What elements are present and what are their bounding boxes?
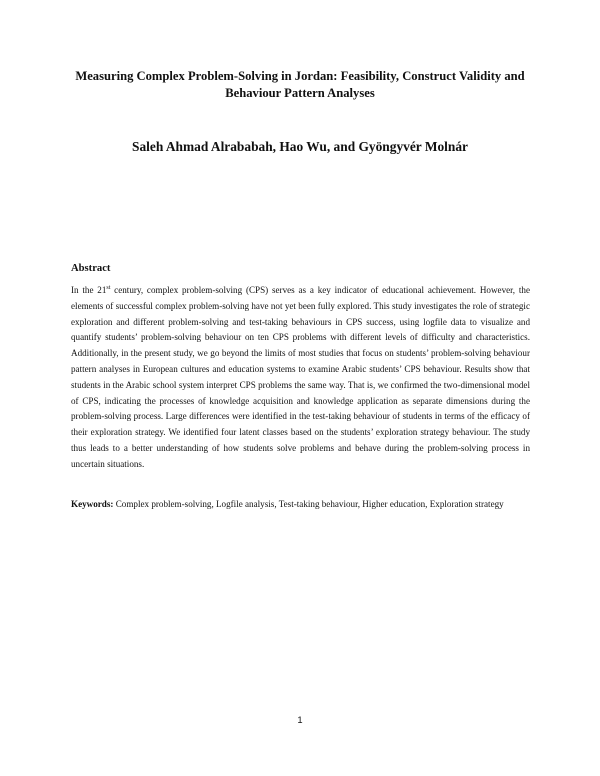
- page-number: 1: [297, 714, 303, 725]
- abstract-body: [71, 283, 530, 473]
- keywords: [71, 494, 530, 515]
- paper-authors: Saleh Ahmad Alrababah, Hao Wu, and Gyöngyvér Molnár: [132, 139, 468, 154]
- keywords-label: Keywords:: [71, 499, 114, 509]
- paper-title: Measuring Complex Problem-Solving in Jordan: Feasibility, Construct Validity and Behaviour Pattern Analyses: [75, 69, 525, 100]
- ordinal-superscript: st: [106, 284, 111, 291]
- abstract-intro: In the 21: [71, 285, 107, 295]
- abstract-heading: Abstract: [71, 263, 111, 274]
- keywords-text: Complex problem-solving, Logfile analysis, Test-taking behaviour, Higher education, Exploration strategy: [113, 499, 504, 509]
- abstract-text: century, complex problem-solving (CPS) serves as a key indicator of educational achievement. However, the elements of successful complex problem-solving have not yet been fully explored. This study investigates the role of strategic exploration and different problem-solving and test-taking behaviours in CPS success, using logfile data to visualize and quantify students’ problem-solving behaviour on ten CPS problems with different levels of difficulty and characteristics. Additionally, in the present study, we go beyond the limits of most studies that focus on students’ problem-solving behaviour pattern analyses in European cultures and education systems to examine Arabic students’ CPS behaviour. Results show that students in the Arabic school system interpret CPS problems the same way. That is, we confirmed the two-dimensional model of CPS, indicating the processes of knowledge acquisition and knowledge application as separate dimensions during the problem-solving process. Large differences were identified in the test-taking behaviour of students in terms of the efficacy of their exploration strategy. We identified four latent classes based on the students’ exploration strategy behaviour. The study thus leads to a better understanding of how students solve problems and behave during the problem-solving process in uncertain situations.: [71, 285, 530, 469]
